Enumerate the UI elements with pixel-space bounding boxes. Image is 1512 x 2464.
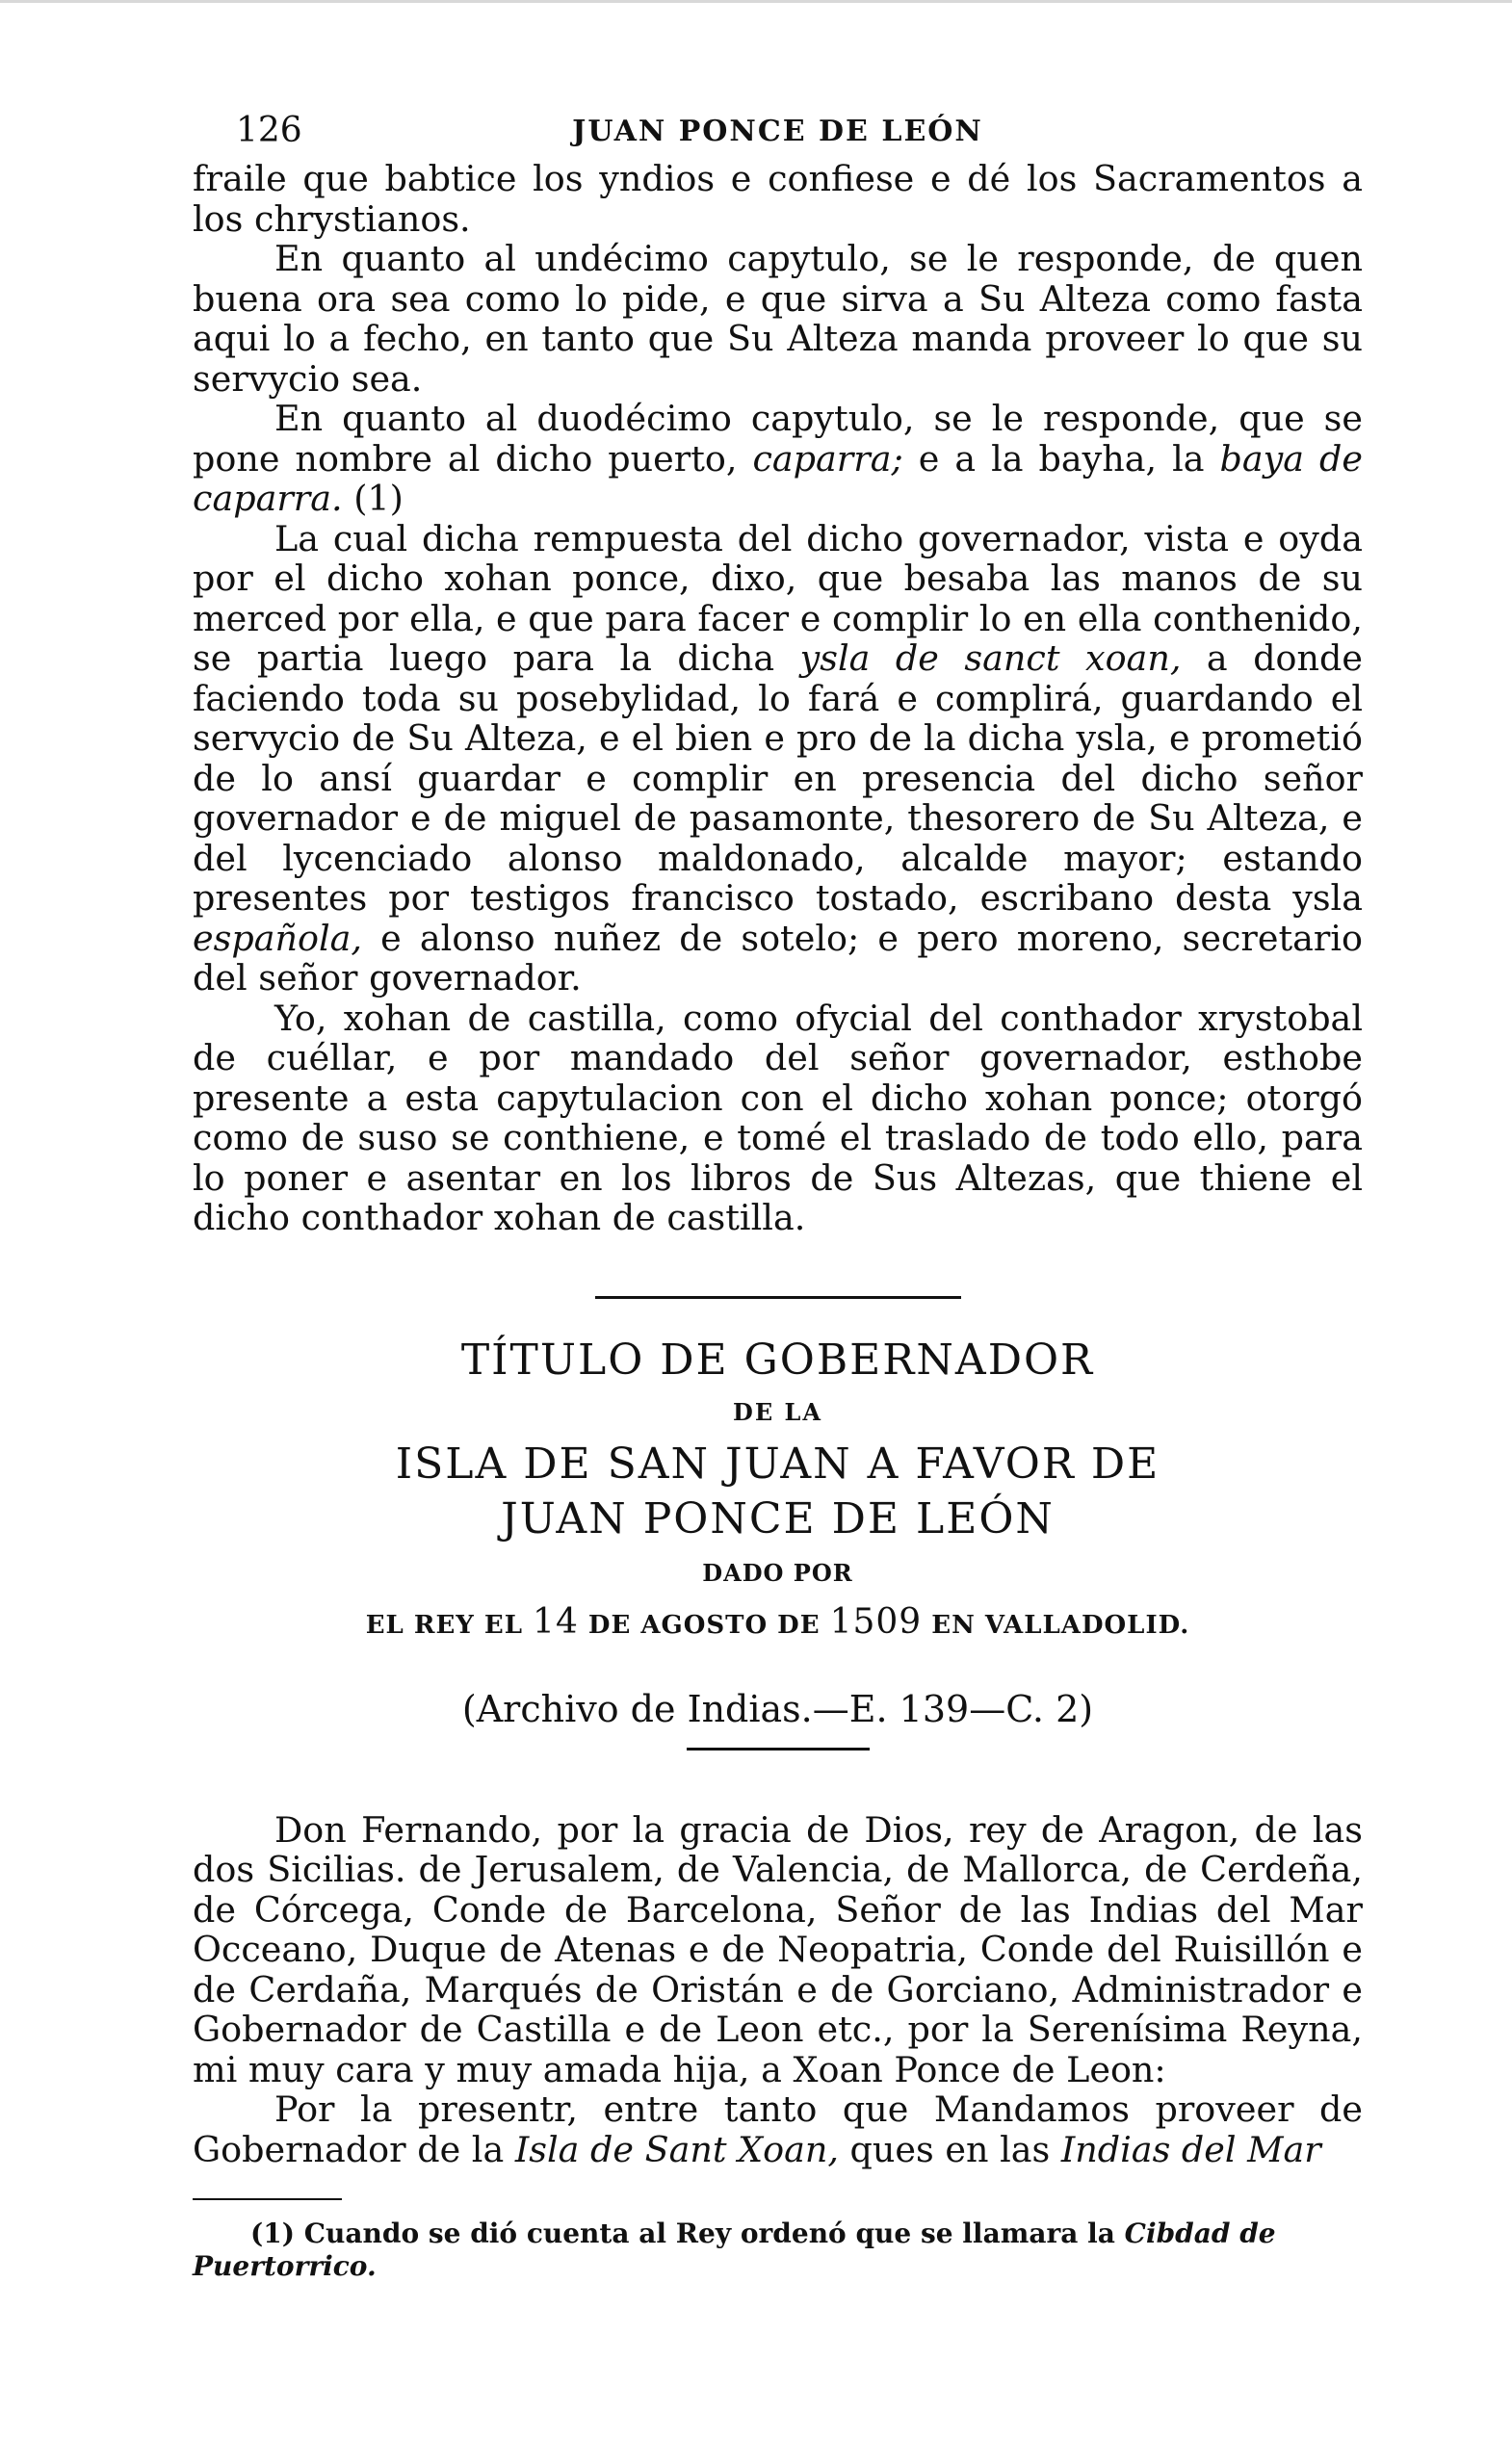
footnote xyxy=(193,2218,1363,2283)
paragraph-5: Yo, xohan de castilla, como ofycial del conthador xrystobal de cuéllar, e por mandado del señor governador, esthobe presente a esta capytulacion con el dicho xohan ponce; otorgó como de suso se conthiene, e tomé el traslado de todo ello, para lo poner e asentar en los libros de Sus Altezas, que thiene el dicho conthador xohan de castilla. xyxy=(193,997,1363,1238)
footnote-italic: Cibdad de Puertorrico. xyxy=(193,2218,1276,2282)
paragraph-3-italic-1: caparra; xyxy=(752,437,903,480)
title-line-6 xyxy=(193,1602,1363,1642)
title-line-1: TÍTULO DE GOBERNADOR xyxy=(460,1335,1095,1385)
footnote-rule xyxy=(193,2198,342,2200)
paragraph-4-italic-1: ysla de sanct xoan, xyxy=(799,637,1182,679)
paragraph-4 xyxy=(193,519,1363,999)
decree-paragraph-2 xyxy=(193,2089,1363,2169)
decree-paragraph-2-b: ques en las xyxy=(838,2128,1061,2170)
paragraph-1: fraile que babtice los yndios e confiese e dé los Sacramentos a los chrystianos. xyxy=(193,158,1363,240)
paragraph-4-text-a: La cual dicha rempuesta del dicho governador, vista e oyda por el dicho xohan ponce, dixo, que besaba las manos de su merced por ella, e que para facer e complir lo en ella conthenido, se partia luego para la dicha xyxy=(193,517,1363,679)
decree-italic-2: Indias del Mar xyxy=(1060,2128,1321,2170)
title-line-6-c: EN VALLADOLID. xyxy=(922,1610,1190,1640)
title-line-4: JUAN PONCE DE LEÓN xyxy=(501,1493,1055,1543)
document-title xyxy=(193,1336,1363,1642)
title-day: 14 xyxy=(533,1601,579,1642)
paragraph-3-text-a: En quanto al duodécimo capytulo, se le responde, que se pone nombre al dicho puerto, xyxy=(193,398,1363,480)
book-page xyxy=(193,101,1363,2310)
paragraph-3-italic-2: baya de caparra. xyxy=(193,437,1364,519)
title-line-5: DADO POR xyxy=(702,1558,853,1587)
archive-divider xyxy=(687,1748,870,1751)
page-header xyxy=(193,101,1363,159)
archive-reference: (Archivo de Indias.—E. 139—C. 2) xyxy=(461,1687,1094,1730)
paragraph-4-text-c: e alonso nuñez de sotelo; e pero moreno, secretario del señor governador. xyxy=(193,917,1363,999)
decree-text xyxy=(193,1810,1363,2170)
top-edge-rule xyxy=(0,0,1512,3)
paragraph-4-italic-2: española, xyxy=(193,917,362,959)
paragraph-3 xyxy=(193,399,1363,519)
title-line-6-b: DE AGOSTO DE xyxy=(578,1610,830,1640)
decree-italic-1: Isla de Sant Xoan, xyxy=(514,2128,839,2170)
paragraph-4-text-b: a donde faciendo toda su posebylidad, lo fará e complirá, guardando el servycio de Su Alteza, e el bien e pro de la dicha ysla, e prometió de lo ansí guardar e complir en presencia del dicho señor governador e de miguel de pasamonte, thesorero de Su Alteza, e del lycenciado alonso maldonado, alcalde mayor; estando presentes por testigos francisco tostado, escribano desta ysla xyxy=(193,637,1364,919)
footnote-ref: (1) xyxy=(342,478,404,519)
decree-paragraph-1: Don Fernando, por la gracia de Dios, rey de Aragon, de las dos Sicilias. de Jerusalem, de Valencia, de Mallorca, de Cerdeña, de Córcega, Conde de Barcelona, Señor de las Indias del Mar Occeano, Duque de Atenas e de Neopatria, Conde del Ruisillón e de Cerdaña, Marqués de Oristán e de Gorciano, Administrador e Gobernador de Castilla e de Leon etc., por la Serenísima Reyna, mi muy cara y muy amada hija, a Xoan Ponce de Leon: xyxy=(193,1808,1363,2090)
title-line-6-a: EL REY EL xyxy=(365,1610,534,1640)
title-line-3: ISLA DE SAN JUAN A FAVOR DE xyxy=(395,1439,1160,1489)
title-year: 1509 xyxy=(829,1601,923,1642)
title-line-2: DE LA xyxy=(733,1397,822,1426)
paragraph-3-text-b: e a la bayha, la xyxy=(902,437,1220,480)
decree-paragraph-2-a: Por la presentr, entre tanto que Mandamos proveer de Gobernador de la xyxy=(193,2088,1363,2170)
paragraph-2: En quanto al undécimo capytulo, se le responde, de quen buena ora sea como lo pide, e que sirva a Su Alteza como fasta aqui lo a fecho, en tanto que Su Alteza manda proveer lo que su servycio sea. xyxy=(193,238,1363,400)
running-title: JUAN PONCE DE LEÓN xyxy=(572,115,983,148)
footnote-text: (1) Cuando se dió cuenta al Rey ordenó que se llamara la xyxy=(250,2218,1125,2249)
page-number: 126 xyxy=(236,111,302,150)
section-divider xyxy=(595,1296,961,1299)
